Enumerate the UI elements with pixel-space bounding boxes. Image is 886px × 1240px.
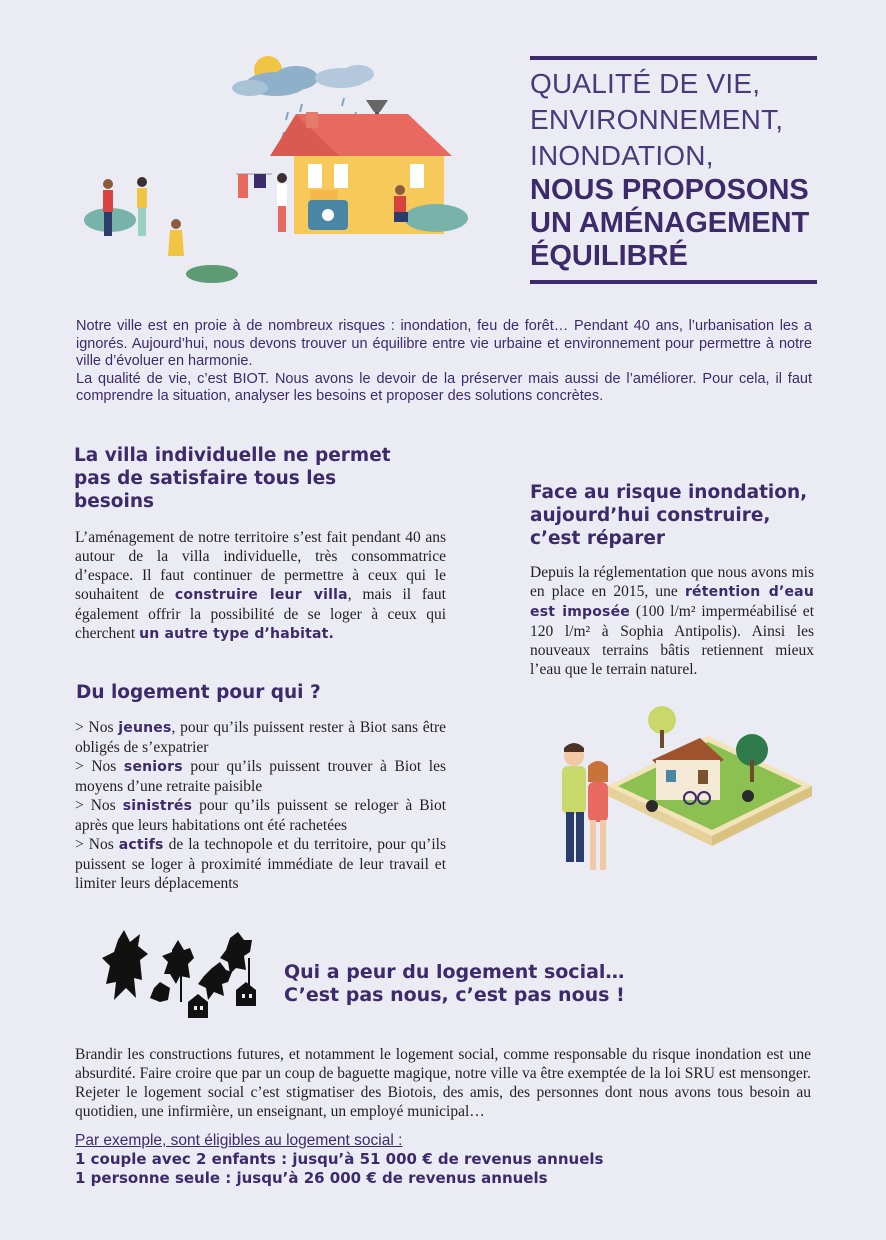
- list-highlight: actifs: [118, 837, 164, 853]
- title-bold-line-1: NOUS PROPOSONS: [530, 174, 809, 206]
- example-label: Par exemple, sont éligibles au logement social :: [75, 1132, 403, 1149]
- title-line-3: INONDATION,: [530, 140, 714, 171]
- couple-house-illustration: [548, 700, 824, 890]
- wolf-pigs-silhouette: [100, 928, 268, 1028]
- title-line-2: ENVIRONNEMENT,: [530, 104, 784, 135]
- list-text: pour qu’ils puissent se reloger à Biot après que leurs habitations ont été rachetées: [75, 797, 447, 834]
- social-heading-line-1: Qui a peur du logement social…: [284, 961, 625, 983]
- villa-text-1: L’aménagement de notre territoire s’est fait pendant 40 ans autour de la villa individuelle, très consommatrice d’espace. Il faut continuer de permettre à ceux qui le souhaitent de: [75, 529, 446, 603]
- list-text: pour qu’ils puissent trouver à Biot les moyens d’une retraite paisible: [75, 758, 446, 795]
- villa-heading: La villa individuelle ne permet pas de satisfaire tous les besoins: [74, 445, 391, 512]
- title-light: [530, 66, 830, 174]
- inondation-text-1: Depuis la réglementation que nous avons mis en place en 2015, une: [530, 564, 814, 600]
- list-prefix: > Nos: [75, 797, 123, 814]
- example-couple: 1 couple avec 2 enfants : jusqu’à 51 000 € de revenus annuels: [75, 1150, 604, 1168]
- inondation-heading: Face au risque inondation, aujourd’hui construire, c’est réparer: [530, 482, 808, 549]
- list-item: [75, 796, 446, 835]
- social-text: Brandir les constructions futures, et notamment le logement social, comme responsable du risque inondation est une absurdité. Faire croire que par un coup de baguette magique, notre ville va être exemptée de la loi SRU est mensonger. Rejeter le logement social c’est stigmatiser des Biotois, des amis, des personnes dont nous avons tous besoin au quotidien, une infirmière, un enseignant, un employé municipal…: [75, 1046, 811, 1120]
- list-highlight: seniors: [123, 759, 183, 775]
- social-example: [75, 1132, 815, 1188]
- title-bold-line-2: UN AMÉNAGEMENT: [530, 207, 810, 239]
- villa-highlight-1: construire leur villa: [174, 587, 348, 603]
- villa-highlight-2: un autre type d’habitat.: [139, 626, 335, 642]
- title-top-rule: [530, 56, 817, 60]
- list-text: , pour qu’ils puissent rester à Biot sans être obligés de s’expatrier: [75, 719, 447, 756]
- intro: [76, 318, 812, 406]
- inondation-highlight: rétention d’eau est imposée: [530, 584, 814, 620]
- example-single: 1 personne seule : jusqu’à 26 000 € de revenus annuels: [75, 1169, 548, 1187]
- title-line-1: QUALITÉ DE VIE,: [530, 68, 761, 99]
- house-illustration: [76, 52, 476, 284]
- list-highlight: jeunes: [118, 720, 172, 736]
- list-text: de la technopole et du territoire, pour qu’ils puissent se loger à proximité immédiate de leur travail et limiter leurs déplacements: [75, 836, 446, 892]
- list-prefix: > Nos: [75, 758, 124, 775]
- list-item: [75, 757, 446, 796]
- list-prefix: > Nos: [75, 836, 119, 853]
- title-bottom-rule: [530, 280, 817, 284]
- intro-paragraph-1: Notre ville est en proie à de nombreux risques : inondation, feu de forêt… Pendant 40 ans, l’urbanisation les a ignorés. Aujourd’hui, nous devons trouver un équilibre entre vie urbaine et environnement pour permettre à notre ville d’évoluer en harmonie.: [76, 318, 812, 369]
- title-bold: [530, 174, 830, 273]
- logement-heading: Du logement pour qui ?: [76, 682, 321, 703]
- intro-paragraph-2: La qualité de vie, c’est BIOT. Nous avons le devoir de la préserver mais aussi de l’améliorer. Pour cela, il faut comprendre la situation, analyser les besoins et proposer des solutions concrètes.: [76, 370, 812, 404]
- list-item: [75, 718, 446, 757]
- inondation-text: [530, 563, 814, 679]
- villa-text: [75, 528, 446, 644]
- social-heading: [284, 961, 684, 1007]
- social-heading-line-2: C’est pas nous, c’est pas nous !: [284, 984, 625, 1006]
- villa-text-2: , mais il faut également offrir la possibilité de se loger à ceux qui cherchent: [75, 586, 446, 642]
- list-prefix: > Nos: [75, 719, 119, 736]
- logement-list: [75, 718, 446, 893]
- inondation-text-2: (100 l/m² imperméabilisé et 120 l/m² à Sophia Antipolis). Ainsi les nouveaux terrains bâtis retiennent mieux l’eau que le terrain naturel.: [530, 603, 814, 678]
- list-item: [75, 835, 446, 893]
- title-bold-line-3: ÉQUILIBRÉ: [530, 240, 688, 272]
- list-highlight: sinistrés: [122, 798, 193, 814]
